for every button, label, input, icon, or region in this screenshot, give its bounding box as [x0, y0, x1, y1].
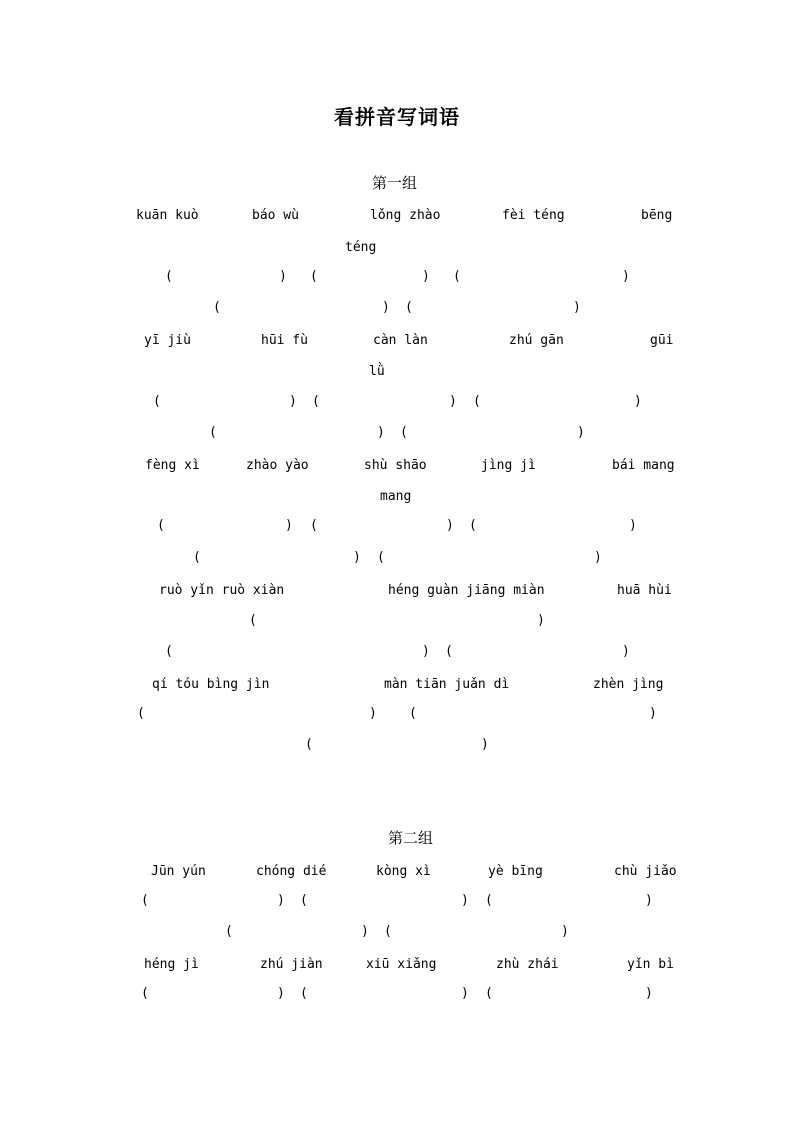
answer-bracket-close: ) — [446, 518, 454, 533]
answer-bracket-open: ( — [141, 893, 149, 908]
pinyin-word: màn tiān juǎn dì — [384, 677, 510, 692]
answer-bracket-close: ) — [285, 518, 293, 533]
answer-bracket-close: ) — [369, 706, 377, 721]
answer-bracket-close: ) — [649, 706, 657, 721]
answer-bracket-close: ) — [361, 924, 369, 939]
answer-bracket-open: ( — [409, 706, 417, 721]
pinyin-word: zhèn jìng — [593, 677, 664, 692]
answer-bracket-open: ( — [453, 269, 461, 284]
pinyin-word: shù shāo — [364, 458, 427, 473]
answer-bracket-open: ( — [400, 425, 408, 440]
answer-bracket-open: ( — [445, 644, 453, 659]
answer-bracket-close: ) — [645, 893, 653, 908]
answer-bracket-close: ) — [561, 924, 569, 939]
answer-bracket-open: ( — [153, 394, 161, 409]
answer-bracket-close: ) — [481, 737, 489, 752]
pinyin-word: xiū xiǎng — [366, 957, 437, 972]
answer-bracket-open: ( — [165, 644, 173, 659]
answer-bracket-close: ) — [594, 550, 602, 565]
answer-bracket-open: ( — [384, 924, 392, 939]
answer-bracket-close: ) — [277, 986, 285, 1001]
pinyin-word: chù jiǎo — [614, 864, 677, 879]
pinyin-word: lǜ — [369, 364, 385, 379]
pinyin-word: Jūn yún — [151, 864, 206, 879]
pinyin-word: zhù zhái — [496, 957, 559, 972]
answer-bracket-open: ( — [405, 300, 413, 315]
answer-bracket-open: ( — [141, 986, 149, 1001]
answer-bracket-close: ) — [422, 269, 430, 284]
answer-bracket-close: ) — [622, 269, 630, 284]
pinyin-word: báo wù — [252, 208, 299, 223]
pinyin-word: ruò yǐn ruò xiàn — [159, 583, 285, 598]
answer-bracket-close: ) — [277, 893, 285, 908]
pinyin-word: mang — [380, 489, 412, 504]
answer-bracket-close: ) — [377, 425, 385, 440]
answer-bracket-open: ( — [310, 518, 318, 533]
answer-bracket-close: ) — [382, 300, 390, 315]
answer-bracket-close: ) — [634, 394, 642, 409]
answer-bracket-open: ( — [193, 550, 201, 565]
answer-bracket-open: ( — [305, 737, 313, 752]
pinyin-word: zhào yào — [246, 458, 309, 473]
pinyin-word: hūi fù — [261, 333, 308, 348]
pinyin-word: yī jiù — [144, 333, 191, 348]
answer-bracket-open: ( — [310, 269, 318, 284]
pinyin-word: héng jì — [144, 957, 199, 972]
pinyin-word: fèi téng — [502, 208, 565, 223]
answer-bracket-close: ) — [537, 613, 545, 628]
answer-bracket-open: ( — [300, 986, 308, 1001]
pinyin-word: héng guàn jiāng miàn — [388, 583, 545, 598]
answer-bracket-open: ( — [157, 518, 165, 533]
answer-bracket-close: ) — [645, 986, 653, 1001]
pinyin-word: fèng xì — [145, 458, 200, 473]
pinyin-word: huā hùi — [617, 583, 672, 598]
answer-bracket-close: ) — [573, 300, 581, 315]
pinyin-word: chóng dié — [256, 864, 327, 879]
group-heading: 第二组 — [388, 829, 434, 847]
answer-bracket-open: ( — [137, 706, 145, 721]
answer-bracket-close: ) — [461, 986, 469, 1001]
page-title: 看拼音写词语 — [334, 105, 460, 129]
answer-bracket-close: ) — [289, 394, 297, 409]
answer-bracket-open: ( — [469, 518, 477, 533]
pinyin-word: kòng xì — [376, 864, 431, 879]
answer-bracket-open: ( — [377, 550, 385, 565]
pinyin-word: zhú jiàn — [260, 957, 323, 972]
answer-bracket-close: ) — [449, 394, 457, 409]
pinyin-word: qí tóu bìng jìn — [152, 677, 270, 692]
answer-bracket-close: ) — [461, 893, 469, 908]
pinyin-word: kuān kuò — [136, 208, 199, 223]
answer-bracket-open: ( — [300, 893, 308, 908]
answer-bracket-close: ) — [353, 550, 361, 565]
answer-bracket-close: ) — [279, 269, 287, 284]
answer-bracket-open: ( — [485, 893, 493, 908]
pinyin-word: bēng — [641, 208, 673, 223]
answer-bracket-open: ( — [209, 425, 217, 440]
answer-bracket-open: ( — [312, 394, 320, 409]
answer-bracket-close: ) — [422, 644, 430, 659]
pinyin-word: yè bīng — [488, 864, 543, 879]
answer-bracket-open: ( — [165, 269, 173, 284]
pinyin-word: lǒng zhào — [370, 208, 441, 223]
pinyin-word: càn làn — [373, 333, 428, 348]
answer-bracket-open: ( — [473, 394, 481, 409]
pinyin-word: zhú gān — [509, 333, 564, 348]
answer-bracket-close: ) — [622, 644, 630, 659]
group-heading: 第一组 — [372, 174, 418, 192]
answer-bracket-open: ( — [225, 924, 233, 939]
pinyin-word: gūi — [650, 333, 674, 348]
pinyin-word: téng — [345, 240, 377, 255]
answer-bracket-close: ) — [629, 518, 637, 533]
pinyin-word: bái mang — [612, 458, 675, 473]
answer-bracket-open: ( — [213, 300, 221, 315]
pinyin-word: yǐn bì — [627, 957, 674, 972]
answer-bracket-close: ) — [577, 425, 585, 440]
answer-bracket-open: ( — [485, 986, 493, 1001]
answer-bracket-open: ( — [249, 613, 257, 628]
pinyin-word: jìng jì — [481, 458, 536, 473]
